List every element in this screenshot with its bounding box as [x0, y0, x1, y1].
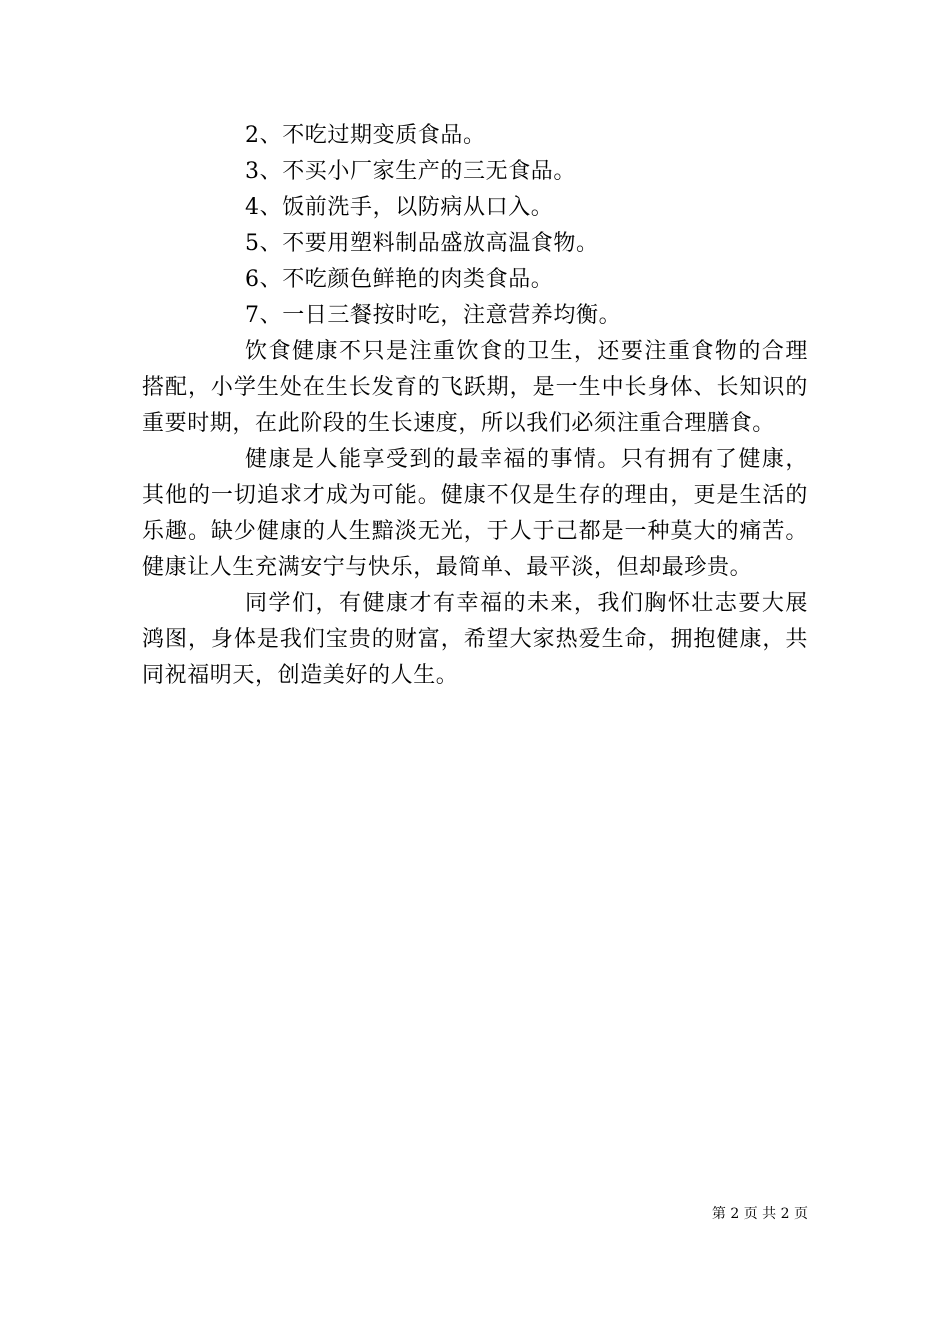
paragraph-closing: 同学们，有健康才有幸福的未来，我们胸怀壮志要大展鸿图，身体是我们宝贵的财富，希望大家热爱生命，拥抱健康，共同祝福明天，创造美好的人生。 [142, 591, 808, 688]
list-item: 6、不吃颜色鲜艳的肉类食品。 [245, 267, 554, 292]
document-body [142, 118, 808, 694]
list-item: 2、不吃过期变质食品。 [245, 123, 486, 148]
list-item: 4、饭前洗手，以防病从口入。 [245, 195, 554, 220]
list-item: 5、不要用塑料制品盛放高温食物。 [245, 231, 599, 256]
paragraph-health-happiness: 健康是人能享受到的最幸福的事情。只有拥有了健康，其他的一切追求才成为可能。健康不仅是生存的理由，更是生活的乐趣。缺少健康的人生黯淡无光，于人于己都是一种莫大的痛苦。健康让人生充满安宁与快乐，最简单、最平淡，但却最珍贵。 [142, 447, 808, 580]
page-number: 第 2 页 共 2 页 [711, 1206, 808, 1222]
list-item: 7、一日三餐按时吃，注意营养均衡。 [245, 303, 622, 328]
paragraph-diet-health: 饮食健康不只是注重饮食的卫生，还要注重食物的合理搭配，小学生处在生长发育的飞跃期，是一生中长身体、长知识的重要时期，在此阶段的生长速度，所以我们必须注重合理膳食。 [142, 339, 808, 436]
list-item: 3、不买小厂家生产的三无食品。 [245, 159, 576, 184]
